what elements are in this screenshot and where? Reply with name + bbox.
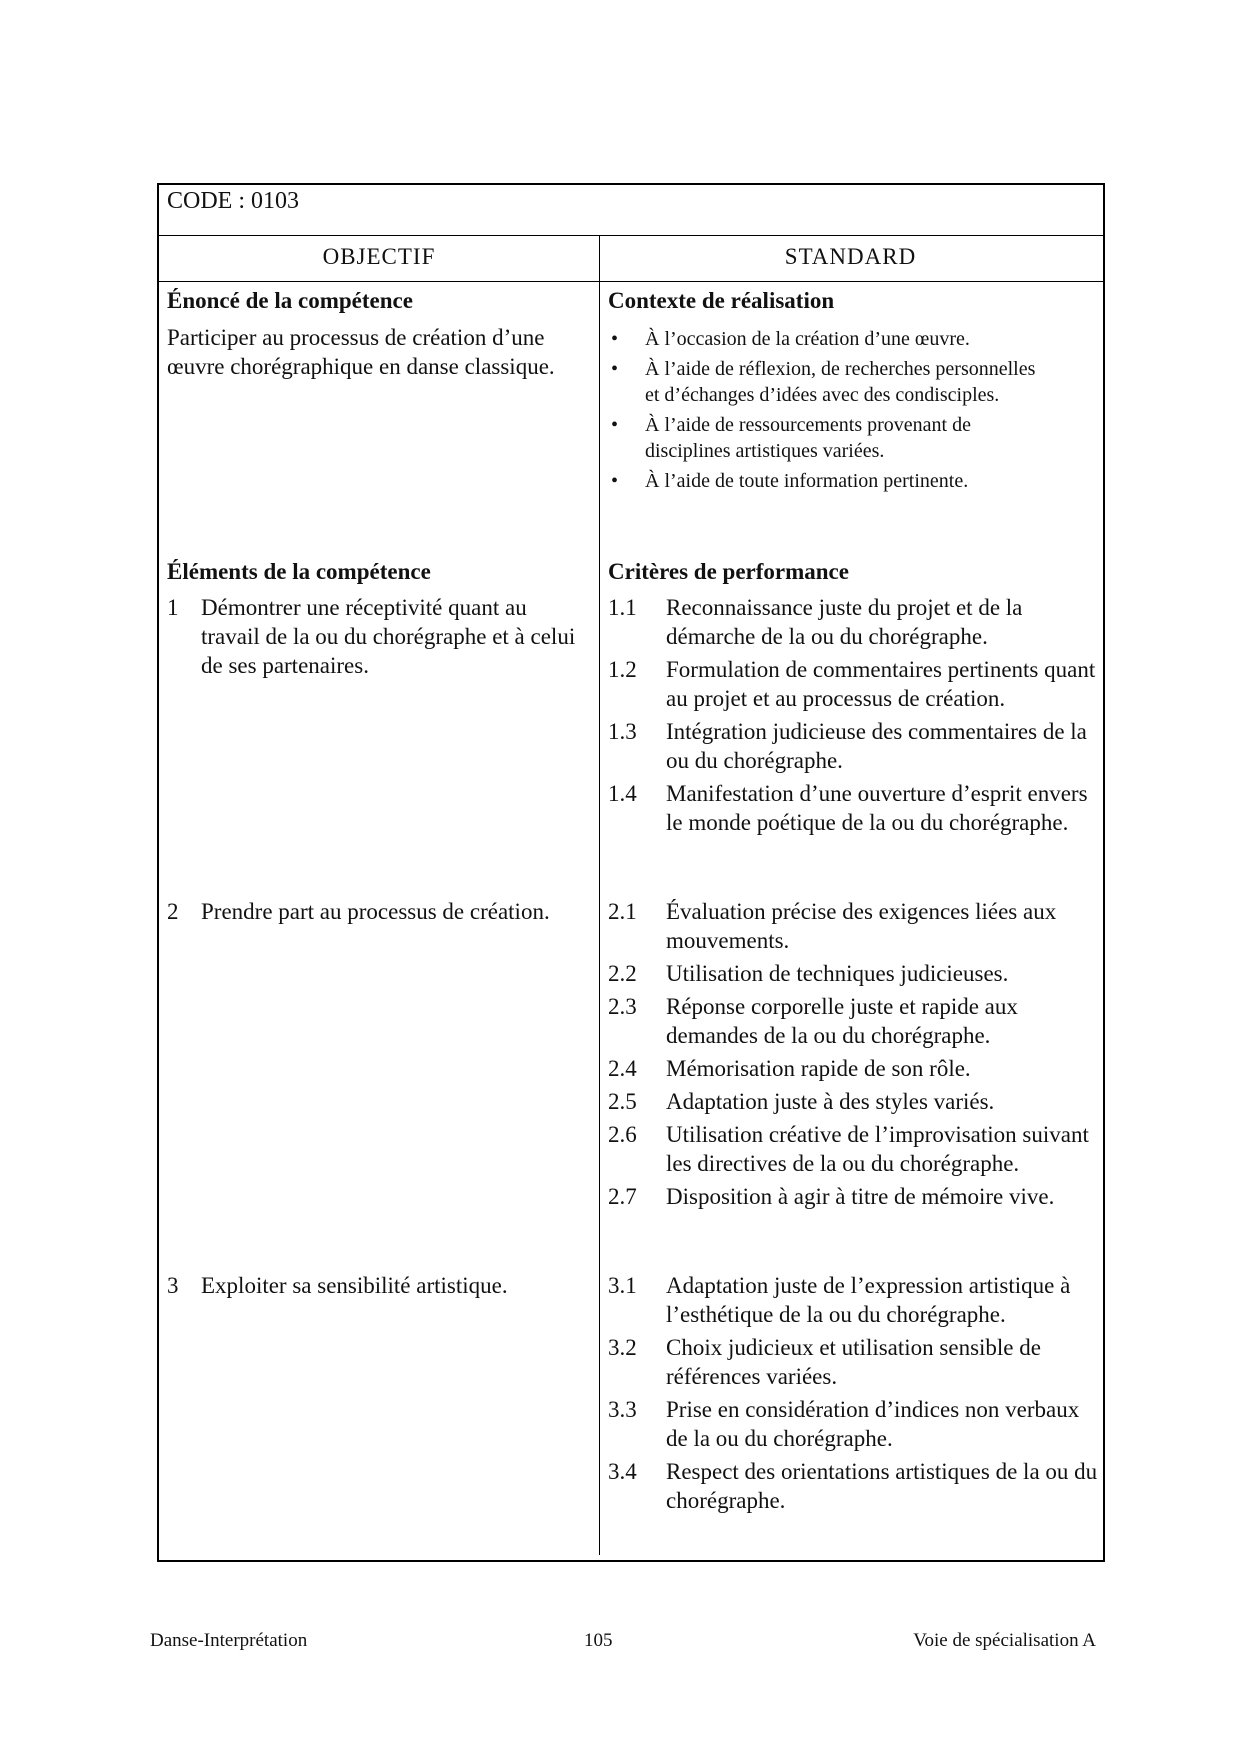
criteria-list bbox=[608, 897, 1103, 1215]
bullet-icon: • bbox=[611, 470, 619, 492]
criteria-number: 2.7 bbox=[608, 1184, 637, 1209]
criteria-text: Intégration judicieuse des commentaires de la ou du chorégraphe. bbox=[666, 719, 1087, 773]
criteria-number: 1.4 bbox=[608, 781, 637, 806]
criteria-number: 2.4 bbox=[608, 1056, 637, 1081]
criteria-number: 1.1 bbox=[608, 595, 637, 620]
criteria-number: 2.1 bbox=[608, 899, 637, 924]
criteria-text: Disposition à agir à titre de mémoire vive. bbox=[666, 1184, 1055, 1209]
criteria-text: Formulation de commentaires pertinents quant au projet et au processus de création. bbox=[666, 657, 1096, 711]
criteria-number: 2.3 bbox=[608, 994, 637, 1019]
enonce-title: Énoncé de la compétence bbox=[167, 288, 413, 313]
criteria-item bbox=[608, 1182, 1103, 1211]
page-number: 105 bbox=[584, 1630, 613, 1651]
criteria-text: Prise en considération d’indices non verbaux de la ou du chorégraphe. bbox=[666, 1397, 1080, 1451]
criteria-number: 3.4 bbox=[608, 1459, 637, 1484]
criteria-text: Utilisation de techniques judicieuses. bbox=[666, 961, 1009, 986]
code-label: CODE : 0103 bbox=[167, 188, 299, 214]
criteria-item bbox=[608, 593, 1103, 651]
criteria-text: Adaptation juste à des styles variés. bbox=[666, 1089, 995, 1114]
criteria-item bbox=[608, 992, 1103, 1050]
element-item bbox=[167, 1271, 587, 1300]
element-text: Prendre part au processus de création. bbox=[201, 899, 550, 924]
objectif-header: OBJECTIF bbox=[322, 244, 436, 269]
criteria-number: 1.3 bbox=[608, 719, 637, 744]
element-number: 1 bbox=[167, 595, 179, 620]
elements-title: Éléments de la compétence bbox=[167, 559, 431, 584]
criteria-number: 3.1 bbox=[608, 1273, 637, 1298]
bullet-text: À l’aide de ressourcements provenant de disciplines artistiques variées. bbox=[645, 414, 971, 462]
list-item bbox=[608, 412, 1048, 464]
bullet-icon: • bbox=[611, 328, 619, 350]
list-item bbox=[608, 468, 1048, 494]
element-text: Exploiter sa sensibilité artistique. bbox=[201, 1273, 508, 1298]
element-text: Démontrer une réceptivité quant au travail de la ou du chorégraphe et à celui de ses partenaires. bbox=[201, 595, 576, 678]
list-item bbox=[608, 326, 1048, 352]
criteria-list bbox=[608, 1271, 1103, 1519]
criteria-item bbox=[608, 717, 1103, 775]
criteria-text: Manifestation d’une ouverture d’esprit envers le monde poétique de la ou du chorégraphe. bbox=[666, 781, 1088, 835]
criteria-item bbox=[608, 1054, 1103, 1083]
element-number: 3 bbox=[167, 1273, 179, 1298]
criteria-text: Respect des orientations artistiques de la ou du chorégraphe. bbox=[666, 1459, 1098, 1513]
criteria-item bbox=[608, 1457, 1103, 1515]
element-number: 2 bbox=[167, 899, 179, 924]
bullet-icon: • bbox=[611, 414, 619, 436]
bullet-icon: • bbox=[611, 358, 619, 380]
criteria-number: 2.2 bbox=[608, 961, 637, 986]
criteria-item bbox=[608, 1120, 1103, 1178]
criteria-item bbox=[608, 897, 1103, 955]
element-item bbox=[167, 897, 587, 926]
bullet-text: À l’occasion de la création d’une œuvre. bbox=[645, 328, 970, 350]
criteria-number: 1.2 bbox=[608, 657, 637, 682]
divider bbox=[157, 281, 1103, 282]
enonce-text: Participer au processus de création d’une œuvre chorégraphique en danse classique. bbox=[167, 325, 555, 379]
footer-right: Voie de spécialisation A bbox=[913, 1630, 1096, 1651]
criteria-item bbox=[608, 959, 1103, 988]
criteria-text: Évaluation précise des exigences liées aux mouvements. bbox=[666, 899, 1057, 953]
element-item bbox=[167, 593, 587, 680]
criteres-title: Critères de performance bbox=[608, 559, 849, 584]
criteria-list bbox=[608, 593, 1103, 841]
contexte-title: Contexte de réalisation bbox=[608, 288, 835, 313]
criteria-text: Choix judicieux et utilisation sensible de références variées. bbox=[666, 1335, 1041, 1389]
criteria-number: 2.6 bbox=[608, 1122, 637, 1147]
criteria-item bbox=[608, 1333, 1103, 1391]
criteria-item bbox=[608, 779, 1103, 837]
criteria-text: Reconnaissance juste du projet et de la démarche de la ou du chorégraphe. bbox=[666, 595, 1023, 649]
contexte-list bbox=[608, 326, 1048, 498]
criteria-text: Réponse corporelle juste et rapide aux demandes de la ou du chorégraphe. bbox=[666, 994, 1018, 1048]
criteria-text: Utilisation créative de l’improvisation suivant les directives de la ou du chorégraphe. bbox=[666, 1122, 1089, 1176]
criteria-item bbox=[608, 1087, 1103, 1116]
bullet-text: À l’aide de toute information pertinente. bbox=[645, 470, 969, 492]
criteria-item bbox=[608, 1395, 1103, 1453]
criteria-number: 2.5 bbox=[608, 1089, 637, 1114]
divider bbox=[157, 235, 1103, 236]
standard-header: STANDARD bbox=[784, 244, 917, 269]
criteria-number: 3.3 bbox=[608, 1397, 637, 1422]
column-divider bbox=[599, 235, 600, 1555]
criteria-text: Adaptation juste de l’expression artistique à l’esthétique de la ou du chorégraphe. bbox=[666, 1273, 1071, 1327]
criteria-number: 3.2 bbox=[608, 1335, 637, 1360]
bullet-text: À l’aide de réflexion, de recherches personnelles et d’échanges d’idées avec des condisciples. bbox=[645, 358, 1036, 406]
criteria-item bbox=[608, 655, 1103, 713]
footer-left: Danse-Interprétation bbox=[150, 1630, 308, 1651]
criteria-item bbox=[608, 1271, 1103, 1329]
list-item bbox=[608, 356, 1048, 408]
criteria-text: Mémorisation rapide de son rôle. bbox=[666, 1056, 971, 1081]
